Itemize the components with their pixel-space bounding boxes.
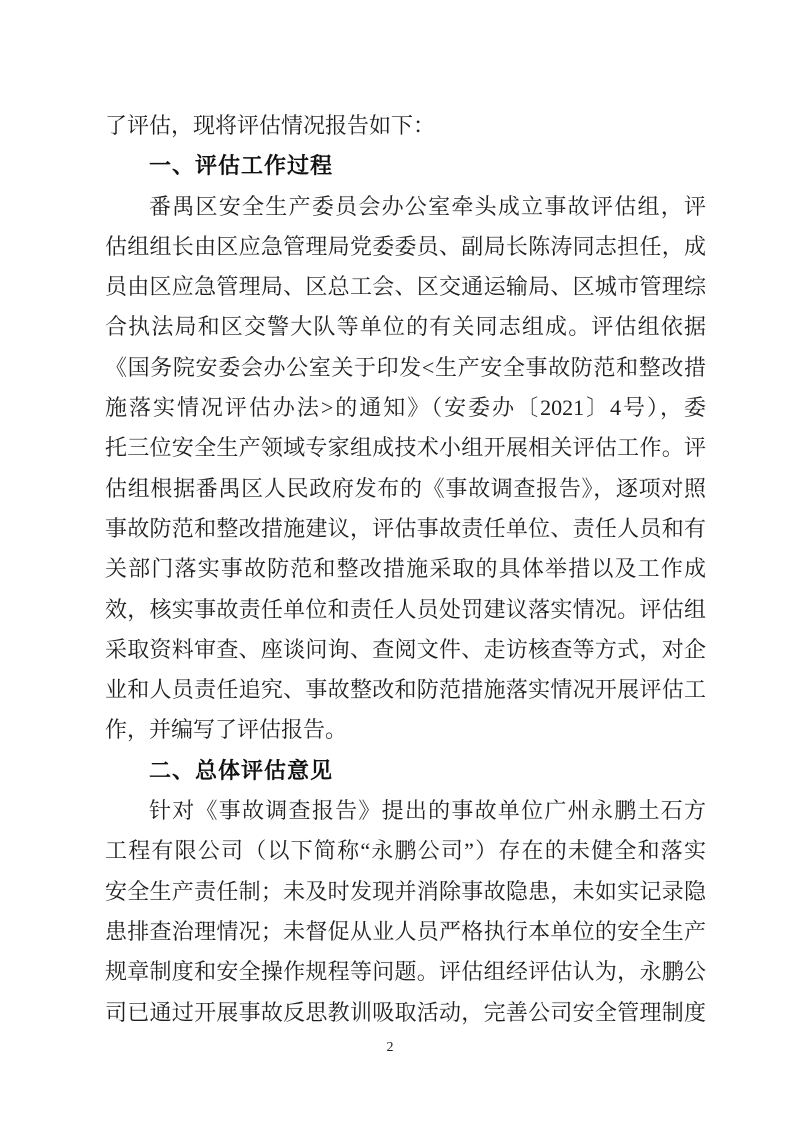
- body-line: 业和人员责任追究、事故整改和防范措施落实情况开展评估工: [105, 677, 706, 703]
- body-line: 员由区应急管理局、区总工会、区交通运输局、区城市管理综: [105, 274, 706, 300]
- body-line: 估组根据番禺区人民政府发布的《事故调查报告》，逐项对照: [105, 475, 706, 501]
- body-line: 针对《事故调查报告》提出的事故单位广州永鹏土石方: [149, 798, 706, 824]
- document-body: [105, 106, 706, 1033]
- body-line: 番禺区安全生产委员会办公室牵头成立事故评估组，评: [149, 193, 706, 219]
- body-line: 施落实情况评估办法>的通知》（安委办〔2021〕4号），委: [105, 395, 706, 421]
- paragraph-continuation-line: 了评估，现将评估情况报告如下：: [105, 113, 436, 138]
- body-line: 效，核实事故责任单位和责任人员处罚建议落实情况。评估组: [105, 596, 706, 622]
- body-line: 关部门落实事故防范和整改措施采取的具体举措以及工作成: [105, 556, 706, 582]
- body-line: 采取资料审查、座谈问询、查阅文件、走访核查等方式，对企: [105, 636, 706, 662]
- body-line: 安全生产责任制；未及时发现并消除事故隐患，未如实记录隐: [105, 878, 706, 904]
- body-line: 规章制度和安全操作规程等问题。评估组经评估认为，永鹏公: [105, 959, 706, 985]
- body-line: 作，并编写了评估报告。: [105, 717, 348, 743]
- section2-heading: 二、总体评估意见: [149, 757, 334, 783]
- body-line: 事故防范和整改措施建议，评估事故责任单位、责任人员和有: [105, 515, 706, 541]
- page-number: 2: [386, 1040, 394, 1055]
- body-line: 估组组长由区应急管理局党委委员、副局长陈涛同志担任，成: [105, 233, 706, 259]
- section1-heading: 一、评估工作过程: [149, 153, 334, 179]
- body-line: 司已通过开展事故反思教训吸取活动，完善公司安全管理制度: [105, 999, 706, 1025]
- body-line: 工程有限公司（以下简称“永鹏公司”）存在的未健全和落实: [105, 838, 706, 864]
- body-line: 患排查治理情况；未督促从业人员严格执行本单位的安全生产: [105, 918, 706, 944]
- body-line: 合执法局和区交警大队等单位的有关同志组成。评估组依据: [105, 314, 706, 340]
- body-line: 托三位安全生产领域专家组成技术小组开展相关评估工作。评: [105, 435, 706, 461]
- body-line: 《国务院安委会办公室关于印发<生产安全事故防范和整改措: [105, 354, 706, 380]
